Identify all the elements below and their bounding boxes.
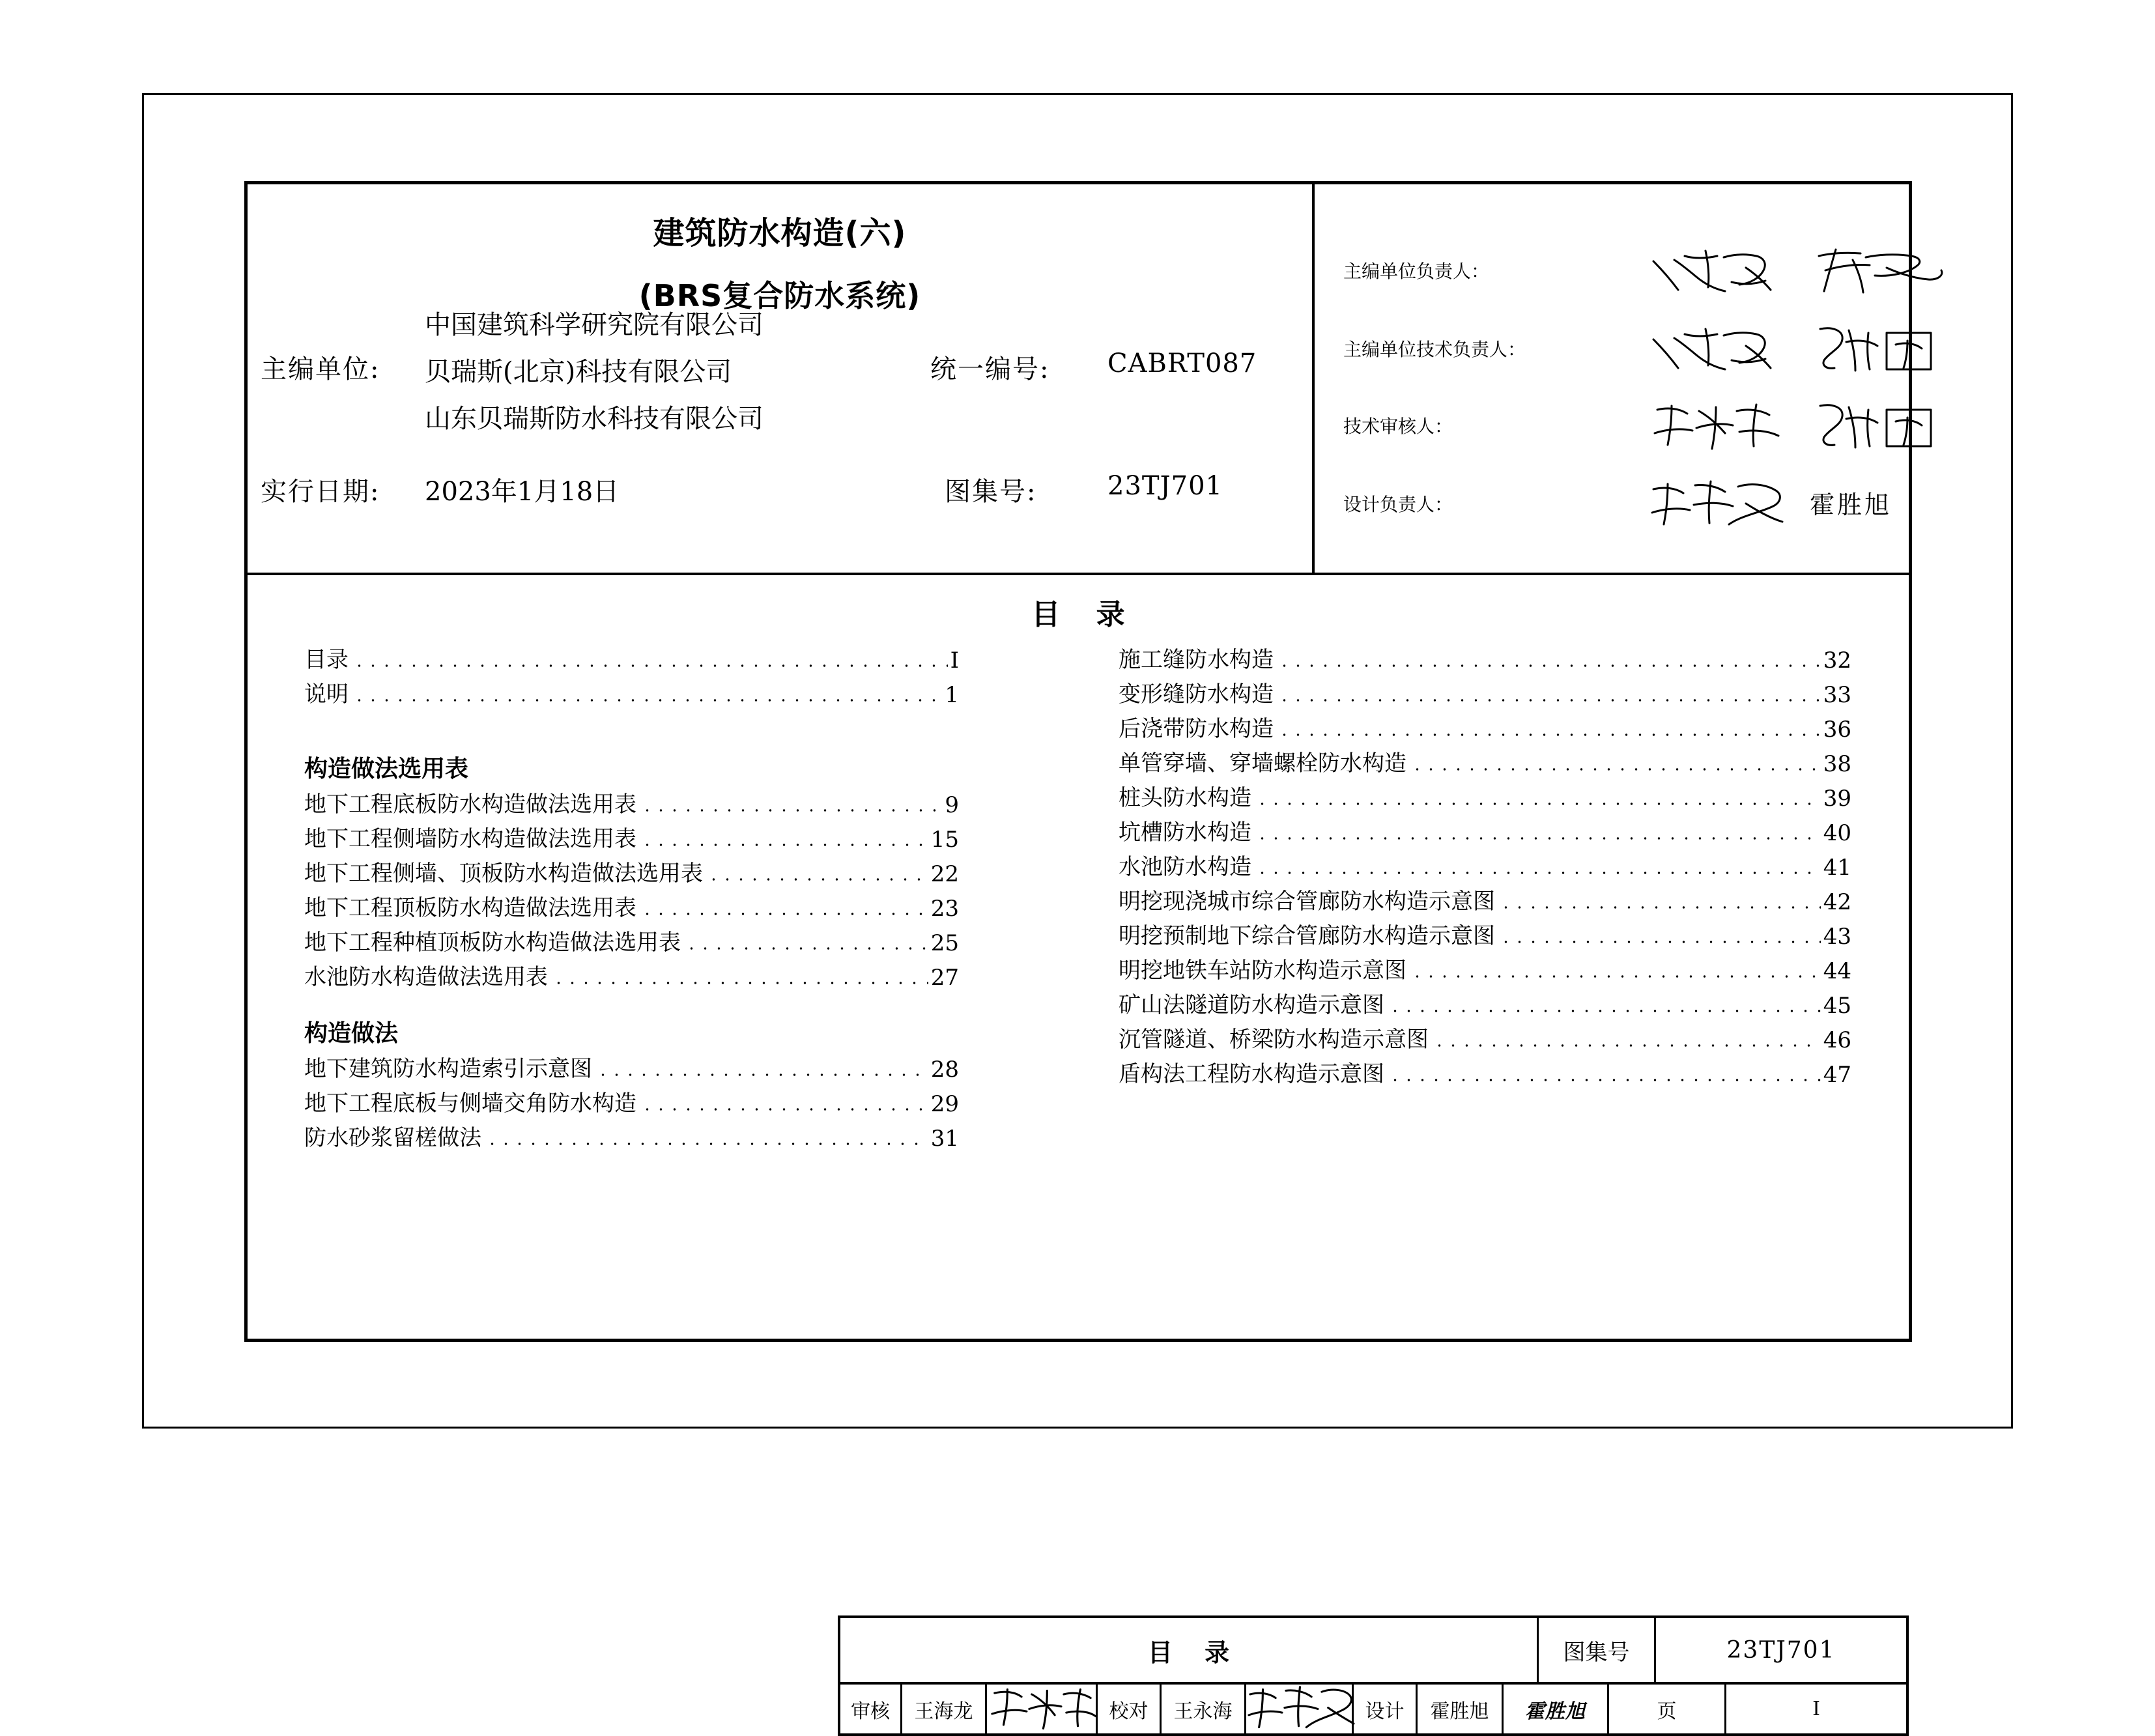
effective-date-value: 2023年1月18日 [425, 477, 620, 507]
toc-entry-page: 38 [1823, 751, 1851, 777]
toc-entry[interactable] [1119, 639, 1851, 674]
signature-label: 主编单位技术负责人： [1343, 339, 1526, 360]
toc-entry-page: 41 [1823, 855, 1851, 881]
masthead [248, 184, 1909, 575]
toc-entry[interactable] [304, 887, 959, 922]
toc-entry-title: 地下工程顶板防水构造做法选用表 [304, 895, 636, 921]
toc-entry[interactable] [1119, 1053, 1851, 1088]
toc-section-heading: 构造做法选用表 [304, 756, 469, 782]
toc-leader-dots [485, 1142, 928, 1146]
toc-leader-dots [640, 1107, 928, 1111]
toc-entry[interactable] [1119, 950, 1851, 984]
toc-leader-dots [1277, 733, 1821, 737]
toc-leader-dots [352, 698, 942, 702]
signature-label: 设计负责人： [1343, 494, 1453, 515]
toc-entry-title: 地下工程底板防水构造做法选用表 [304, 791, 636, 818]
toc-leader-dots [1499, 905, 1821, 909]
atlas-number-label: 图集号: [945, 477, 1037, 507]
toc-column-right [1119, 639, 1851, 1088]
signature-label: 主编单位负责人： [1343, 261, 1490, 282]
toc-entry[interactable] [1119, 674, 1851, 708]
toc-entry-title: 地下工程侧墙、顶板防水构造做法选用表 [304, 861, 703, 887]
toc-leader-dots [1410, 975, 1821, 978]
title-block-lower-row [840, 1685, 1906, 1733]
toc-entry-page: 40 [1823, 820, 1851, 846]
review-signature-icon [987, 1685, 1098, 1733]
toc-leader-dots [1433, 1044, 1821, 1047]
toc-entry-title: 桩头防水构造 [1119, 785, 1251, 811]
handwritten-signature-icon [1810, 399, 1973, 454]
toc-entry[interactable] [304, 1117, 959, 1152]
design-signature-cell [1504, 1685, 1609, 1733]
toc-entry-page: 32 [1823, 647, 1851, 674]
toc-entry-page: 9 [945, 792, 959, 818]
toc-entry-title: 单管穿墙、穿墙螺栓防水构造 [1119, 750, 1406, 776]
toc-entry-title: 地下工程底板与侧墙交角防水构造 [304, 1090, 636, 1117]
toc-entry-page: 42 [1823, 889, 1851, 915]
review-name-cell: 王海龙 [902, 1685, 987, 1733]
toc-entry-title: 地下建筑防水构造索引示意图 [304, 1056, 592, 1082]
toc-entry-title: 后浇带防水构造 [1119, 716, 1274, 742]
signature-label: 技术审核人： [1343, 416, 1453, 437]
atlas-number-label-cell: 图集号 [1539, 1618, 1656, 1682]
toc-entry-title: 明挖现浇城市综合管廊防水构造示意图 [1119, 889, 1495, 915]
toc-entry-page: 27 [930, 965, 959, 991]
editor-unit-label: 主编单位: [261, 354, 380, 384]
toc-spacer [304, 708, 959, 726]
toc-leader-dots [640, 843, 928, 847]
signature-row-design-head [1315, 477, 1909, 532]
toc-section-heading: 构造做法 [304, 1020, 399, 1047]
toc-leader-dots [352, 664, 948, 668]
toc-entry[interactable] [1119, 1019, 1851, 1053]
design-name-cell: 霍胜旭 [1418, 1685, 1504, 1733]
toc-entry[interactable] [1119, 881, 1851, 915]
toc-entry-title: 坑槽防水构造 [1119, 819, 1251, 846]
signature-row-chief-unit-tech-head [1315, 322, 1909, 377]
toc-entry-title: 矿山法隧道防水构造示意图 [1119, 992, 1384, 1018]
check-name-cell: 王永海 [1162, 1685, 1246, 1733]
toc-entry-title: 说明 [304, 681, 349, 707]
design-head-name: 霍胜旭 [1810, 491, 1892, 519]
toc-entry-title: 变形缝防水构造 [1119, 681, 1274, 707]
handwritten-signature-icon [1648, 477, 1811, 532]
toc-leader-dots [707, 877, 928, 881]
check-label-cell: 校对 [1098, 1685, 1162, 1733]
page-title: 建筑防水构造(六) [653, 215, 907, 251]
page-subtitle: (BRS复合防水系统) [638, 278, 921, 313]
page-label-cell: 页 [1609, 1685, 1726, 1733]
toc-entry[interactable] [304, 1048, 959, 1083]
handwritten-signature-icon [1648, 399, 1811, 454]
toc-entry[interactable] [304, 956, 959, 991]
toc-entry-page: 47 [1823, 1062, 1851, 1088]
toc-entry[interactable] [1119, 777, 1851, 812]
toc-leader-dots [1255, 871, 1821, 875]
masthead-title-area [248, 184, 1315, 573]
toc-entry[interactable] [304, 674, 959, 708]
page-value-cell: I [1812, 1698, 1820, 1720]
toc-entry-page: 33 [1823, 682, 1851, 708]
toc-entry-page: 25 [930, 930, 959, 956]
unified-number-value: CABRT087 [1107, 349, 1257, 378]
toc-leader-dots [1277, 664, 1821, 668]
toc-leader-dots [1255, 802, 1821, 806]
toc-entry-page: 36 [1823, 717, 1851, 743]
toc-column-left [304, 639, 959, 1152]
toc-heading: 目 录 [1031, 598, 1138, 631]
editor-unit-line-2: 贝瑞斯(北京)科技有限公司 [425, 357, 732, 387]
toc-leader-dots [1499, 940, 1821, 944]
toc-entry-title: 水池防水构造做法选用表 [304, 964, 548, 990]
toc-entry-page: 29 [930, 1091, 959, 1117]
handwritten-signature-icon [1648, 244, 1811, 299]
atlas-number-value: 23TJ701 [1107, 471, 1223, 501]
toc-entry[interactable] [304, 818, 959, 853]
signature-row-tech-reviewer [1315, 399, 1909, 454]
toc-leader-dots [596, 1073, 928, 1077]
table-of-contents [248, 575, 1909, 1723]
toc-leader-dots [685, 946, 928, 950]
drawing-name-cell: 目 录 [840, 1618, 1539, 1682]
toc-entry-page: 43 [1823, 924, 1851, 950]
toc-entry[interactable] [1119, 846, 1851, 881]
toc-leader-dots [640, 808, 942, 812]
design-signature-text: 霍胜旭 [1525, 1700, 1586, 1723]
toc-leader-dots [1388, 1009, 1821, 1013]
toc-entry-page: 15 [930, 827, 959, 853]
toc-entry-page: 39 [1823, 786, 1851, 812]
toc-entry[interactable] [304, 922, 959, 956]
toc-leader-dots [1410, 767, 1821, 771]
toc-entry-page: 44 [1823, 958, 1851, 984]
title-block-upper-row [840, 1618, 1906, 1685]
toc-entry[interactable] [1119, 984, 1851, 1019]
toc-entry[interactable] [304, 639, 959, 674]
toc-leader-dots [1277, 698, 1821, 702]
toc-entry-title: 水池防水构造 [1119, 854, 1251, 880]
drawing-title-block [838, 1615, 1909, 1736]
toc-entry-title: 明挖地铁车站防水构造示意图 [1119, 958, 1406, 984]
editor-unit-list [425, 302, 764, 442]
toc-leader-dots [1255, 836, 1821, 840]
toc-entry[interactable] [304, 853, 959, 887]
check-signature-icon [1246, 1685, 1354, 1733]
toc-entry-title: 施工缝防水构造 [1119, 647, 1274, 673]
toc-entry-page: 45 [1823, 993, 1851, 1019]
toc-entry-title: 地下工程种植顶板防水构造做法选用表 [304, 930, 681, 956]
toc-leader-dots [1388, 1078, 1821, 1082]
effective-date-label: 实行日期: [261, 477, 380, 507]
editor-unit-line-3: 山东贝瑞斯防水科技有限公司 [425, 404, 764, 434]
toc-entry-page: 22 [930, 861, 959, 887]
signature-panel [1315, 184, 1909, 573]
toc-entry[interactable] [304, 1083, 959, 1117]
toc-entry-page: 28 [930, 1057, 959, 1083]
toc-entry-title: 盾构法工程防水构造示意图 [1119, 1061, 1384, 1087]
toc-entry[interactable] [1119, 743, 1851, 777]
toc-entry-page: 46 [1823, 1027, 1851, 1053]
signature-row-chief-unit-head [1315, 244, 1909, 299]
toc-entry-title: 明挖预制地下综合管廊防水构造示意图 [1119, 923, 1495, 949]
toc-entry-page: 23 [930, 896, 959, 922]
toc-entry[interactable] [304, 784, 959, 818]
handwritten-signature-icon [1810, 244, 1973, 299]
editor-unit-line-1: 中国建筑科学研究院有限公司 [425, 310, 764, 340]
toc-entry-page: I [950, 647, 959, 674]
toc-entry[interactable] [1119, 915, 1851, 950]
toc-entry-title: 地下工程侧墙防水构造做法选用表 [304, 826, 636, 852]
toc-entry-title: 目录 [304, 647, 349, 673]
review-label-cell: 审核 [840, 1685, 902, 1733]
unified-number-label: 统一编号: [930, 354, 1050, 384]
design-label-cell: 设计 [1354, 1685, 1418, 1733]
handwritten-signature-icon [1648, 322, 1811, 377]
toc-leader-dots [640, 912, 928, 916]
toc-entry-title: 沉管隧道、桥梁防水构造示意图 [1119, 1027, 1429, 1053]
handwritten-signature-icon [1810, 322, 1973, 377]
toc-entry-title: 防水砂浆留槎做法 [304, 1125, 481, 1151]
inner-border [244, 181, 1912, 1723]
toc-entry-page: 31 [930, 1126, 959, 1152]
toc-entry-page: 1 [945, 682, 959, 708]
toc-entry[interactable] [1119, 708, 1851, 743]
atlas-number-value-cell: 23TJ701 [1726, 1636, 1836, 1664]
toc-leader-dots [552, 981, 928, 985]
toc-entry[interactable] [1119, 812, 1851, 846]
